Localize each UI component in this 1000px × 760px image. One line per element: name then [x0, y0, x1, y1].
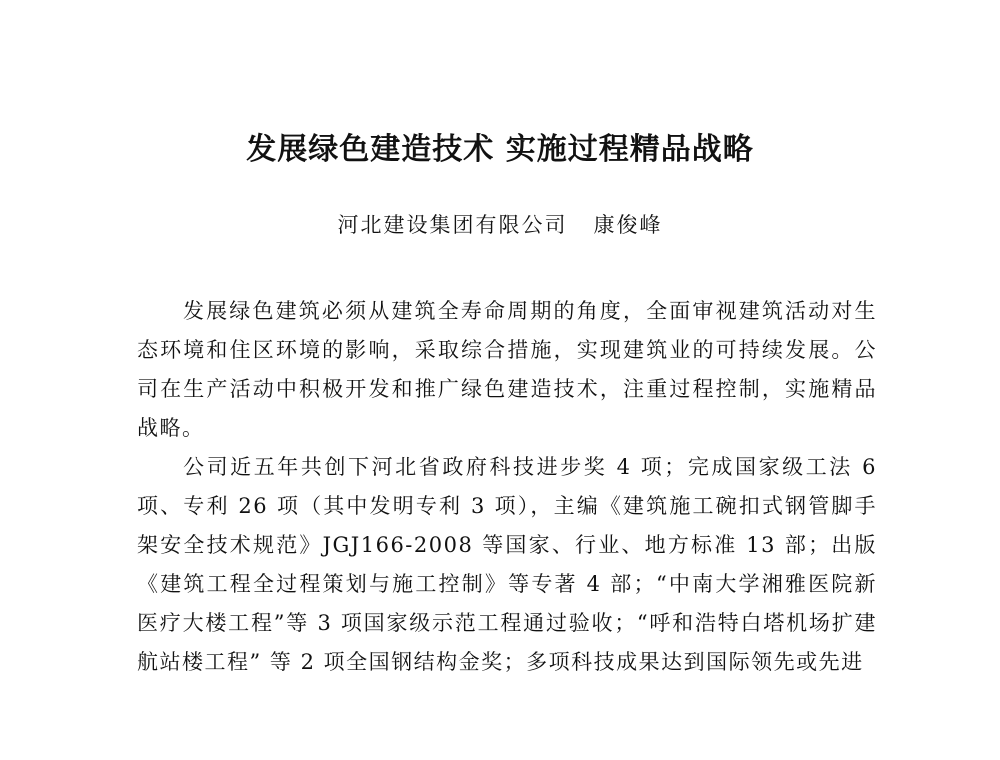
byline-organization: 河北建设集团有限公司 [337, 213, 568, 237]
paragraph-1: 发展绿色建筑必须从建筑全寿命周期的角度，全面审视建筑活动对生态环境和住区环境的影响，采取综合措施，实现建筑业的可持续发展。公司在生产活动中积极开发和推广绿色建造技术，注重过程控制，实施精品战略。 [137, 299, 877, 440]
byline [0, 209, 1000, 241]
document-title: 发展绿色建造技术 实施过程精品战略 [246, 132, 754, 167]
byline-author: 康俊峰 [593, 213, 663, 237]
body-text [137, 292, 877, 682]
paragraph-2: 公司近五年共创下河北省政府科技进步奖 4 项；完成国家级工法 6 项、专利 26 项（其中发明专利 3 项），主编《建筑施工碗扣式钢管脚手架安全技术规范》JGJ166-2008 等国家、行业、地方标准 13 部；出版《建筑工程全过程策划与施工控制》等专著 4 部；“中南大学湘雅医院新医疗大楼工程”等 3 项国家级示范工程通过验收；“呼和浩特白塔机场扩建航站楼工程” 等 2 项全国钢结构金奖；多项科技成果达到国际领先或先进 [137, 455, 877, 674]
